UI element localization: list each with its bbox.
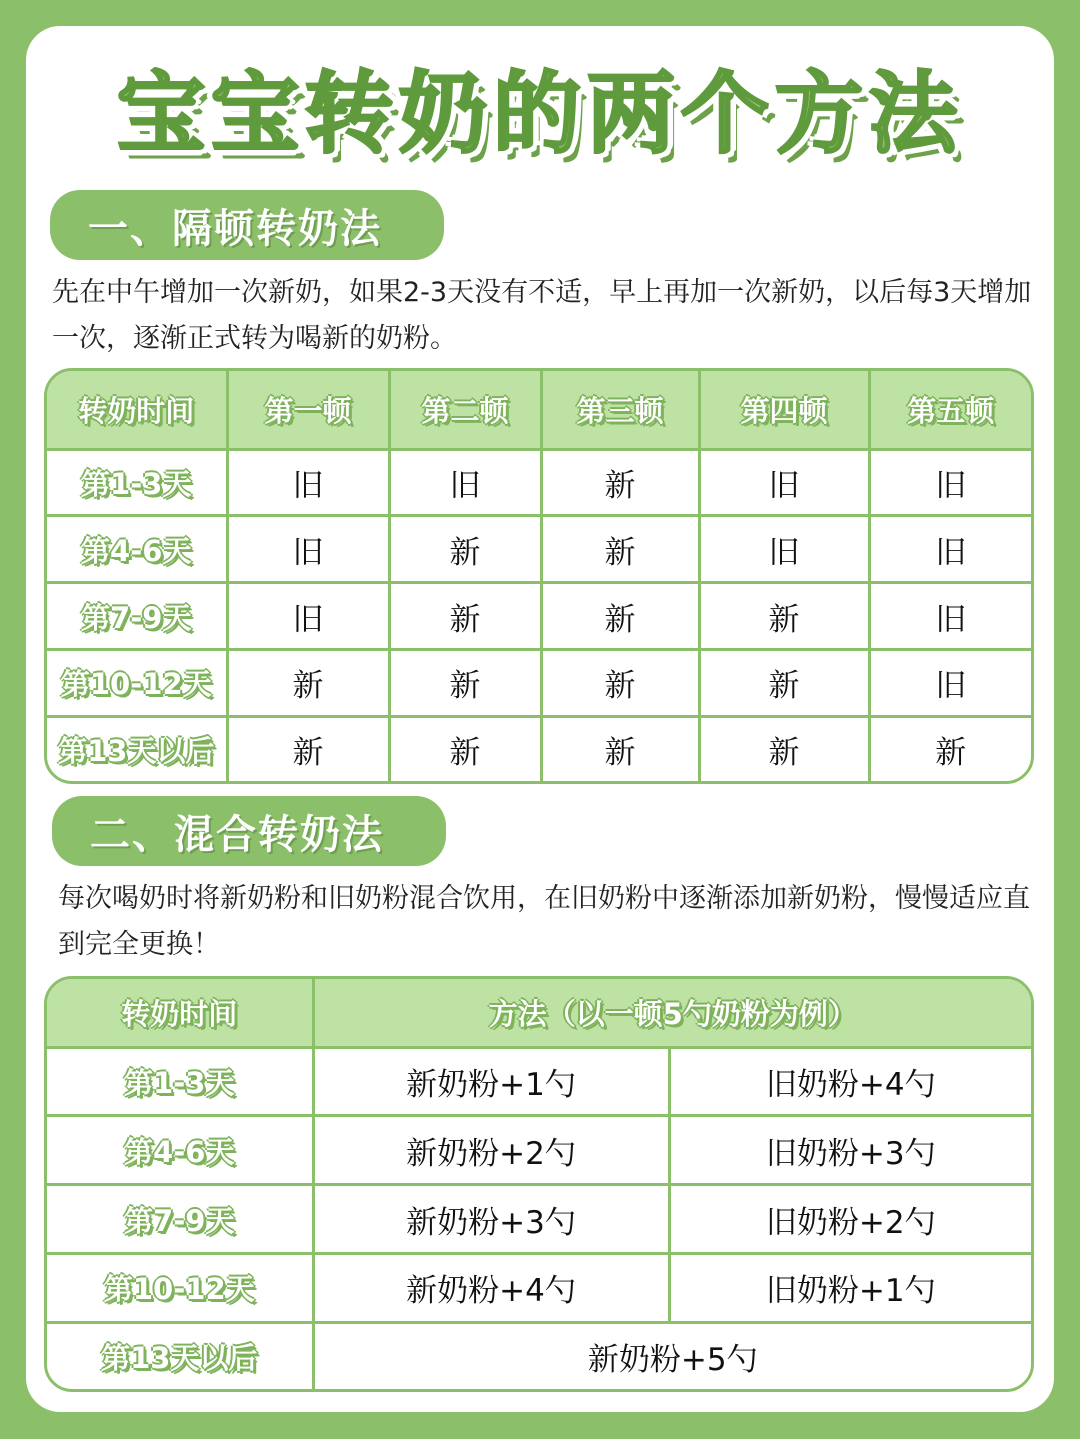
meal-cell: 新 [699, 583, 869, 650]
table-row [47, 583, 1031, 650]
day-range-cell: 第4-6天 [47, 516, 227, 583]
table-header-cell: 第二顿 [389, 371, 541, 449]
day-range-cell: 第13天以后 [47, 1322, 313, 1389]
table-row [47, 1253, 1031, 1322]
day-range-cell: 第4-6天 [47, 1116, 313, 1185]
meal-cell: 新 [389, 716, 541, 781]
new-formula-cell: 新奶粉+3勺 [313, 1185, 669, 1254]
day-range-cell: 第10-12天 [47, 1253, 313, 1322]
meal-cell: 旧 [869, 649, 1031, 716]
table-header-cell: 方法（以一顿5勺奶粉为例） [313, 979, 1031, 1047]
meal-cell: 旧 [869, 583, 1031, 650]
table-header-cell: 第五顿 [869, 371, 1031, 449]
day-range-cell: 第10-12天 [47, 649, 227, 716]
table-header-cell: 转奶时间 [47, 979, 313, 1047]
table-header-cell: 第三顿 [541, 371, 699, 449]
section2-table-header-row [47, 979, 1031, 1047]
day-range-cell: 第1-3天 [47, 449, 227, 516]
meal-cell: 旧 [389, 449, 541, 516]
page-title: 宝宝转奶的两个方法 [116, 62, 963, 165]
table-row [47, 1116, 1031, 1185]
meal-cell: 旧 [869, 516, 1031, 583]
day-range-cell: 第7-9天 [47, 583, 227, 650]
full-new-formula-cell: 新奶粉+5勺 [313, 1322, 1031, 1389]
section2-heading [52, 796, 446, 866]
table-header-cell: 第一顿 [227, 371, 389, 449]
day-range-cell: 第13天以后 [47, 716, 227, 781]
table-header-cell: 第四顿 [699, 371, 869, 449]
meal-cell: 新 [541, 516, 699, 583]
day-range-cell: 第7-9天 [47, 1185, 313, 1254]
table-row [47, 649, 1031, 716]
meal-cell: 新 [869, 716, 1031, 781]
section1-table-header-row [47, 371, 1031, 449]
new-formula-cell: 新奶粉+4勺 [313, 1253, 669, 1322]
meal-cell: 新 [389, 583, 541, 650]
table-row [47, 516, 1031, 583]
meal-cell: 新 [699, 716, 869, 781]
meal-cell: 旧 [869, 449, 1031, 516]
table-row [47, 716, 1031, 781]
meal-cell: 新 [541, 649, 699, 716]
meal-cell: 旧 [227, 449, 389, 516]
section1-heading-label: 一、隔顿转奶法 [88, 205, 382, 252]
section1-description: 先在中午增加一次新奶，如果2-3天没有不适，早上再加一次新奶，以后每3天增加一次，逐渐正式转为喝新的奶粉。 [52, 277, 1032, 354]
old-formula-cell: 旧奶粉+2勺 [669, 1185, 1031, 1254]
old-formula-cell: 旧奶粉+1勺 [669, 1253, 1031, 1322]
table-row [47, 1322, 1031, 1389]
new-formula-cell: 新奶粉+2勺 [313, 1116, 669, 1185]
meal-cell: 新 [699, 649, 869, 716]
meal-cell: 新 [389, 516, 541, 583]
new-formula-cell: 新奶粉+1勺 [313, 1047, 669, 1116]
section2-table [44, 976, 1034, 1392]
meal-cell: 旧 [699, 516, 869, 583]
meal-cell: 新 [227, 716, 389, 781]
old-formula-cell: 旧奶粉+4勺 [669, 1047, 1031, 1116]
table-row [47, 1185, 1031, 1254]
section2-heading-label: 二、混合转奶法 [90, 811, 384, 858]
section1-table [44, 368, 1034, 784]
meal-cell: 新 [389, 649, 541, 716]
day-range-cell: 第1-3天 [47, 1047, 313, 1116]
meal-cell: 旧 [227, 516, 389, 583]
section1-heading [50, 190, 444, 260]
meal-cell: 新 [541, 583, 699, 650]
table-header-cell: 转奶时间 [47, 371, 227, 449]
table-row [47, 449, 1031, 516]
old-formula-cell: 旧奶粉+3勺 [669, 1116, 1031, 1185]
meal-cell: 旧 [227, 583, 389, 650]
meal-cell: 新 [541, 449, 699, 516]
section2-description: 每次喝奶时将新奶粉和旧奶粉混合饮用，在旧奶粉中逐渐添加新奶粉，慢慢适应直到完全更换！ [58, 883, 1030, 960]
table-row [47, 1047, 1031, 1116]
meal-cell: 新 [227, 649, 389, 716]
meal-cell: 旧 [699, 449, 869, 516]
meal-cell: 新 [541, 716, 699, 781]
